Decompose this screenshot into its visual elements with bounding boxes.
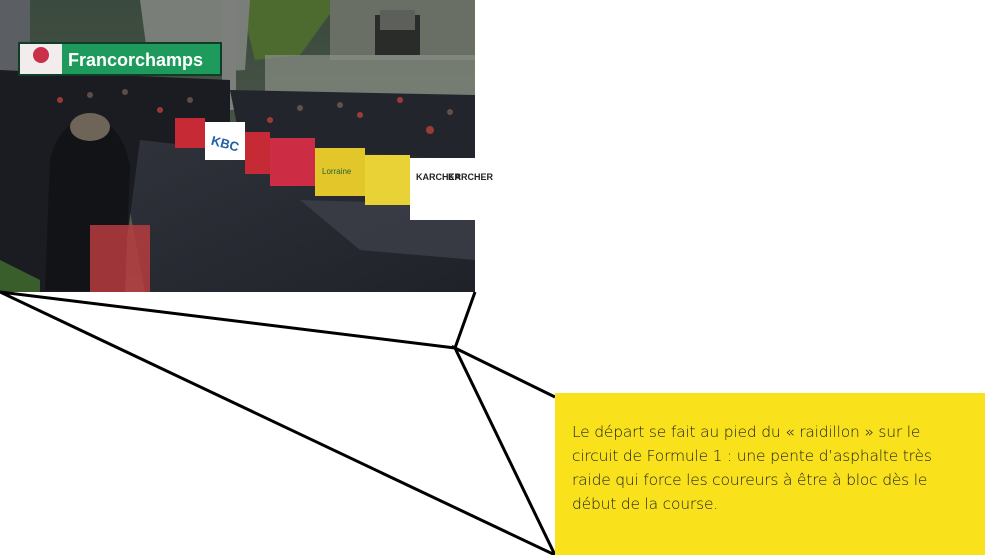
barrier-board: [410, 158, 475, 220]
barrier-ad-kbc: KBC: [209, 132, 241, 155]
caption-box: [555, 393, 985, 555]
barrier-board: [365, 155, 410, 205]
left-barrier: [90, 225, 150, 292]
race-start-photo: [0, 0, 493, 292]
fence: [265, 55, 475, 95]
barrier-ad-karcher-2: KARCHER: [448, 172, 493, 182]
spectator-hood: [70, 113, 110, 141]
barrier-board: [175, 118, 205, 148]
francorchamps-banner: [18, 42, 222, 76]
barrier-board: [270, 138, 315, 186]
banner-title: Francorchamps: [68, 50, 204, 70]
barrier-ad-karcher-1: KARCHER: [416, 172, 461, 182]
truck-box: [380, 10, 415, 30]
caption-text: Le départ se fait au pied du « raidillon » sur le circuit de Formule 1 : une pente d’asphalte très raide qui force les coureurs à être à bloc dès le début de la course.: [572, 423, 932, 513]
barrier-ad-lorraine: Lorraine: [322, 167, 352, 176]
cyclist-logo-icon: [33, 47, 49, 63]
connector-lines: [0, 292, 555, 555]
barrier-board: [245, 132, 270, 174]
